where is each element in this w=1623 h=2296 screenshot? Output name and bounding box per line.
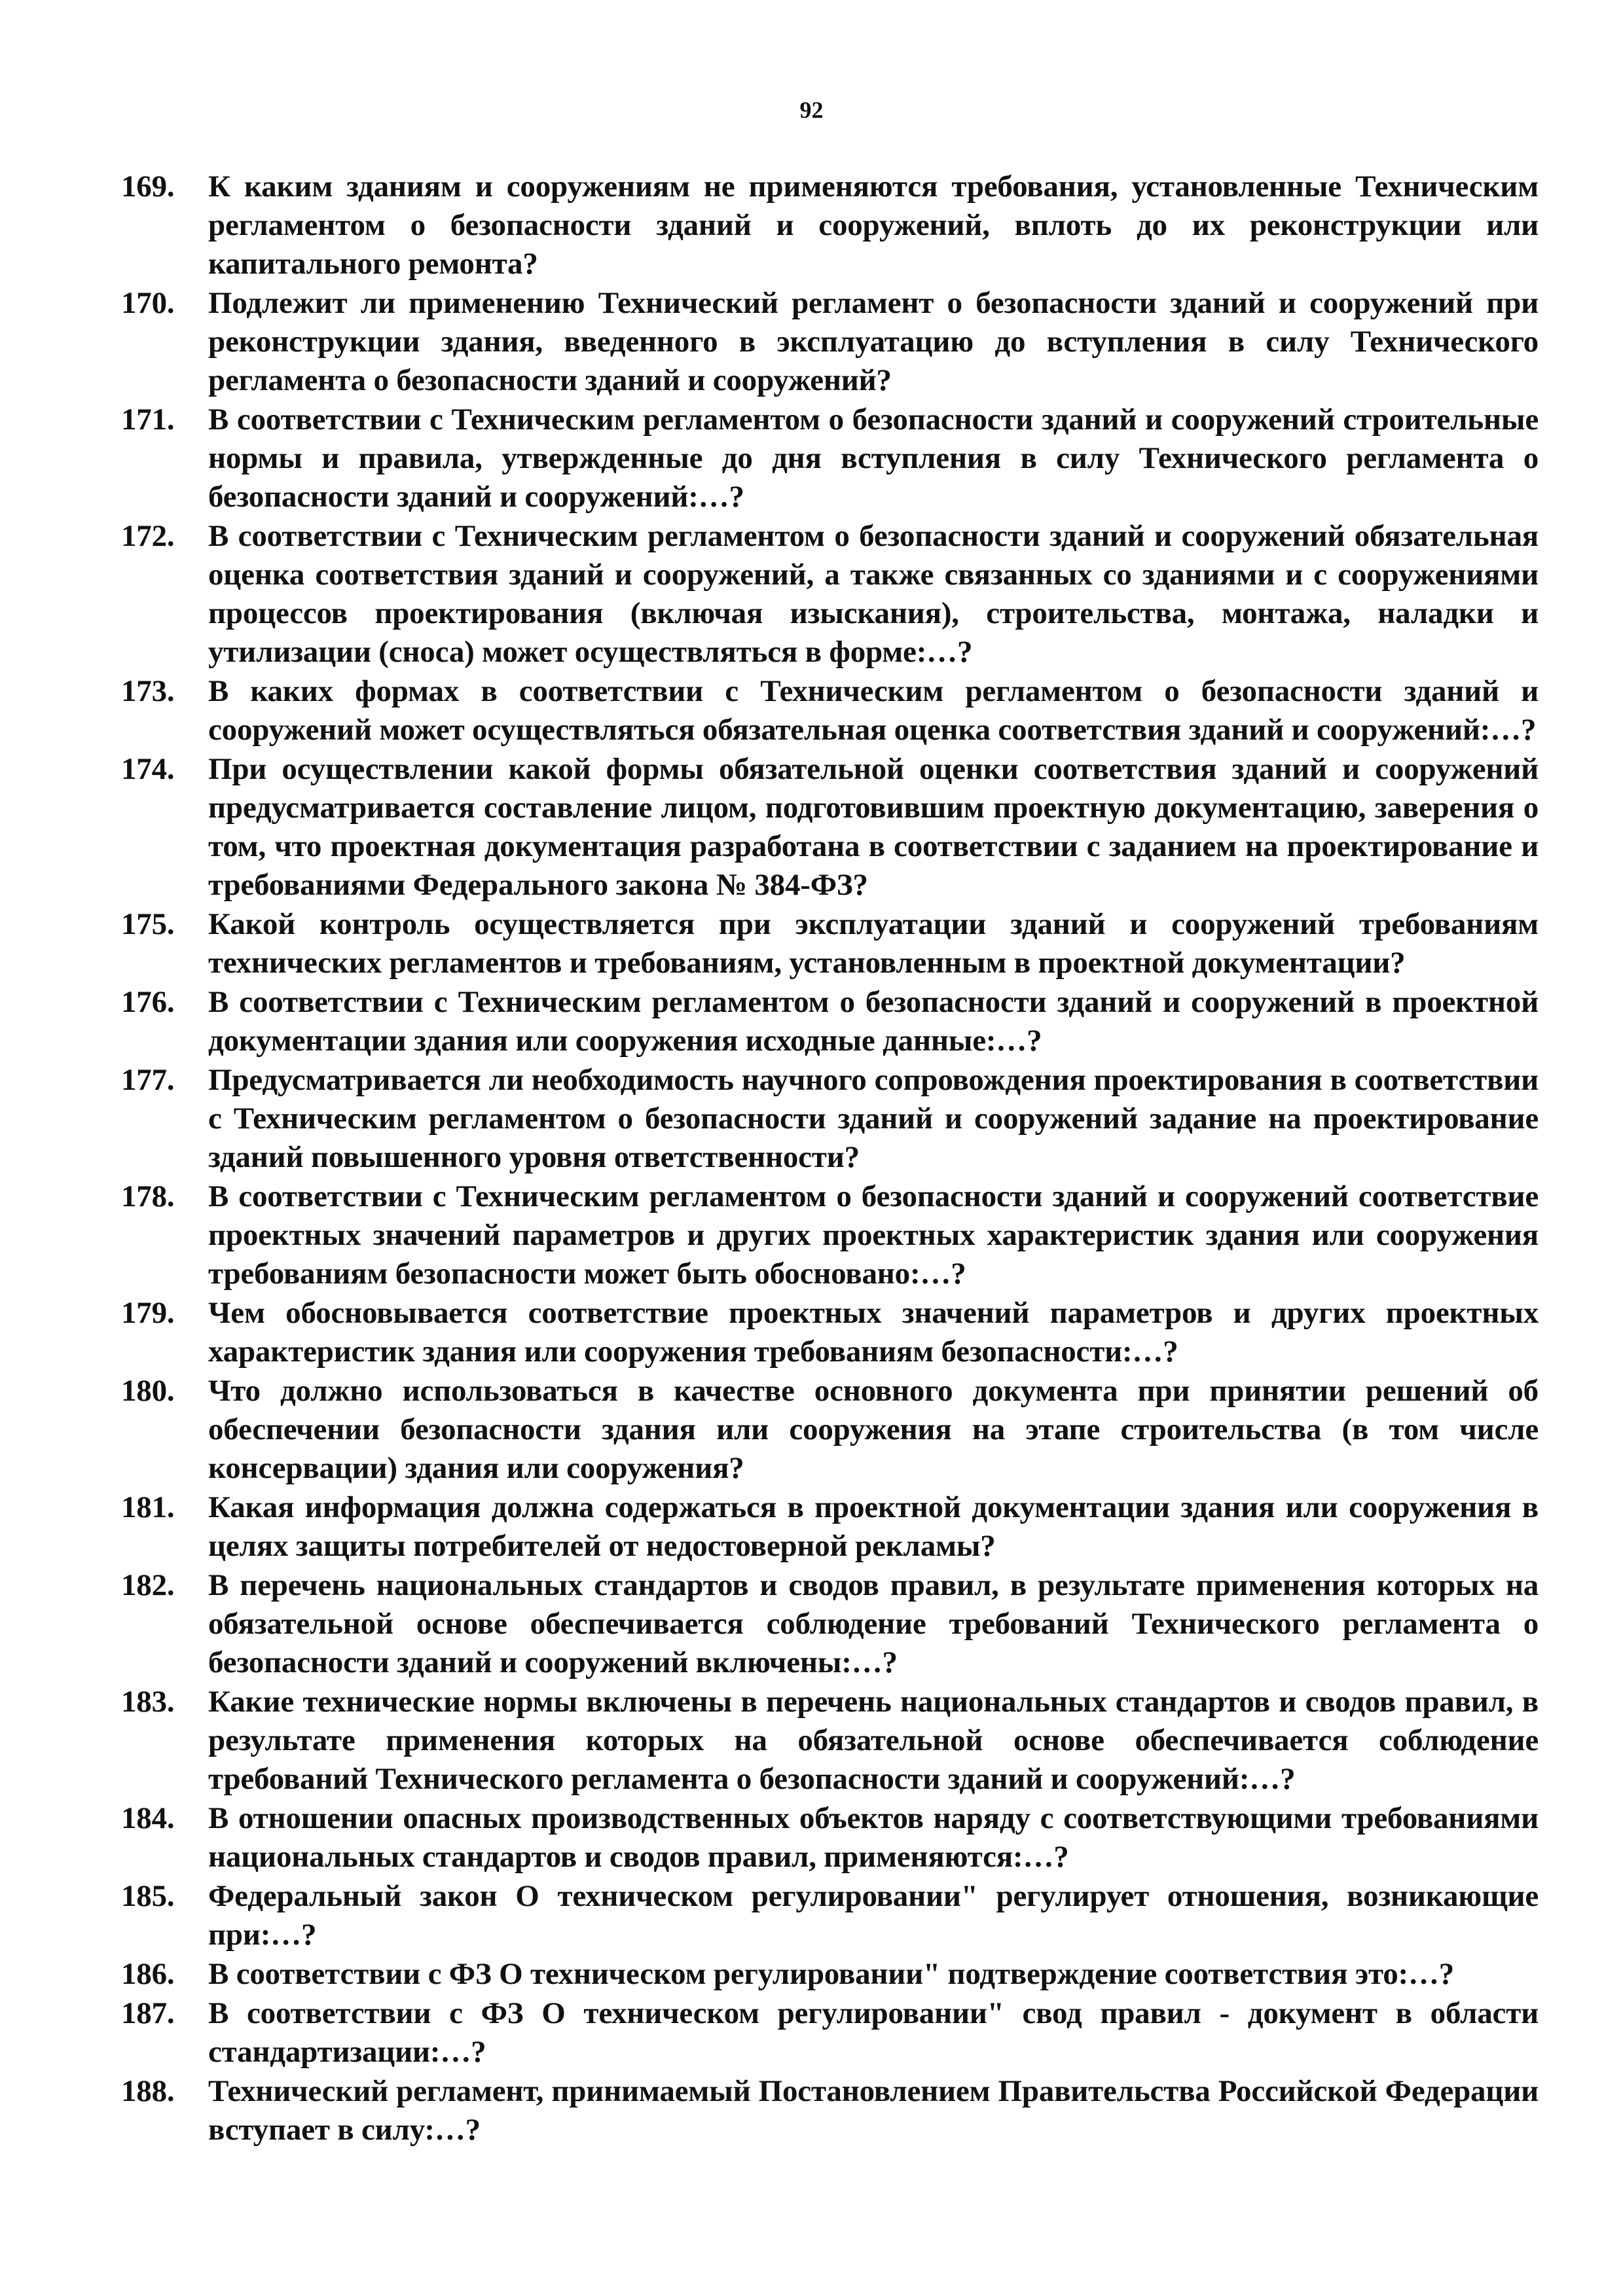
question-text: В соответствии с ФЗ О техническом регулировании" подтверждение соответствия это:…? xyxy=(208,1957,1455,1991)
question-item xyxy=(121,284,1539,400)
question-text: В соответствии с Техническим регламентом о безопасности зданий и сооружений соответствие проектных значений параметров и других проектных характеристик здания или сооружения требованиям безопасности может быть обосновано:…? xyxy=(208,1179,1539,1291)
question-item xyxy=(121,1177,1539,1293)
question-text: В отношении опасных производственных объектов наряду с соответствующими требованиями национальных стандартов и сводов правил, применяются:…? xyxy=(208,1801,1539,1874)
question-list xyxy=(121,168,1539,2150)
question-item xyxy=(121,1061,1539,1177)
question-item xyxy=(121,517,1539,672)
question-number: 175. xyxy=(121,907,175,941)
question-item xyxy=(121,1683,1539,1799)
question-item xyxy=(121,1372,1539,1488)
question-item xyxy=(121,1488,1539,1566)
question-number: 184. xyxy=(121,1801,175,1835)
question-text: В перечень национальных стандартов и сводов правил, в результате применения которых на обязательной основе обеспечивается соблюдение требований Технического регламента о безопасности зданий и сооружений включены:…? xyxy=(208,1568,1539,1679)
question-item xyxy=(121,672,1539,749)
question-number: 173. xyxy=(121,674,175,708)
question-text: Подлежит ли применению Технический регламент о безопасности зданий и сооружений при реконструкции здания, введенного в эксплуатацию до вступления в силу Технического регламента о безопасности зданий и сооружений? xyxy=(208,286,1539,397)
question-item xyxy=(121,1994,1539,2072)
question-item xyxy=(121,750,1539,905)
question-text: При осуществлении какой формы обязательной оценки соответствия зданий и сооружений предусматривается составление лицом, подготовившим проектную документацию, заверения о том, что проектная документация разработана в соответствии с заданием на проектирование и требованиями Федерального закона № 384-ФЗ? xyxy=(208,752,1539,902)
question-number: 170. xyxy=(121,286,175,320)
question-item xyxy=(121,1294,1539,1371)
question-number: 181. xyxy=(121,1490,175,1524)
question-number: 185. xyxy=(121,1879,175,1913)
question-number: 169. xyxy=(121,170,175,204)
question-text: К каким зданиям и сооружениям не применяются требования, установленные Техническим регламентом о безопасности зданий и сооружений, вплоть до их реконструкции или капитального ремонта? xyxy=(208,170,1539,281)
question-text: Предусматривается ли необходимость научного сопровождения проектирования в соответствии с Техническим регламентом о безопасности зданий и сооружений задание на проектирование зданий повышенного уровня ответственности? xyxy=(208,1063,1539,1174)
question-text: В соответствии с Техническим регламентом о безопасности зданий и сооружений обязательная оценка соответствия зданий и сооружений, а также связанных со зданиями и с сооружениями процессов проектирования (включая изыскания), строительства, монтажа, наладки и утилизации (сноса) может осуществляться в форме:…? xyxy=(208,519,1539,669)
question-item xyxy=(121,905,1539,982)
question-number: 180. xyxy=(121,1374,175,1408)
question-text: Какие технические нормы включены в перечень национальных стандартов и сводов правил, в результате применения которых на обязательной основе обеспечивается соблюдение требований Технического регламента о безопасности зданий и сооружений:…? xyxy=(208,1685,1539,1796)
question-item xyxy=(121,168,1539,283)
question-item xyxy=(121,983,1539,1060)
question-number: 186. xyxy=(121,1957,175,1991)
question-text: Что должно использоваться в качестве основного документа при принятии решений об обеспечении безопасности здания или сооружения на этапе строительства (в том числе консервации) здания или сооружения? xyxy=(208,1374,1539,1485)
question-text: Технический регламент, принимаемый Постановлением Правительства Российской Федерации вступает в силу:…? xyxy=(208,2074,1539,2147)
question-text: В соответствии с Техническим регламентом о безопасности зданий и сооружений в проектной документации здания или сооружения исходные данные:…? xyxy=(208,985,1539,1058)
question-number: 172. xyxy=(121,519,175,553)
question-item xyxy=(121,1877,1539,1954)
question-item xyxy=(121,2072,1539,2149)
question-number: 187. xyxy=(121,1996,175,2030)
question-text: В соответствии с Техническим регламентом о безопасности зданий и сооружений строительные нормы и правила, утвержденные до дня вступления в силу Технического регламента о безопасности зданий и сооружений:…? xyxy=(208,403,1539,514)
question-number: 171. xyxy=(121,403,175,437)
question-text: Какая информация должна содержаться в проектной документации здания или сооружения в целях защиты потребителей от недостоверной рекламы? xyxy=(208,1490,1539,1563)
question-number: 174. xyxy=(121,752,175,786)
question-item xyxy=(121,1566,1539,1682)
question-text: Федеральный закон О техническом регулировании" регулирует отношения, возникающие при:…? xyxy=(208,1879,1539,1952)
question-number: 182. xyxy=(121,1568,175,1602)
page-number: 92 xyxy=(799,97,824,123)
question-number: 178. xyxy=(121,1179,175,1213)
question-number: 183. xyxy=(121,1685,175,1719)
question-number: 177. xyxy=(121,1063,175,1097)
question-text: В каких формах в соответствии с Техническим регламентом о безопасности зданий и сооружений может осуществляться обязательная оценка соответствия зданий и сооружений:…? xyxy=(208,674,1539,747)
question-text: Чем обосновывается соответствие проектных значений параметров и других проектных характеристик здания или сооружения требованиям безопасности:…? xyxy=(208,1296,1539,1369)
question-item xyxy=(121,401,1539,516)
question-item xyxy=(121,1799,1539,1876)
question-number: 176. xyxy=(121,985,175,1019)
question-number: 188. xyxy=(121,2074,175,2108)
question-number: 179. xyxy=(121,1296,175,1330)
question-item xyxy=(121,1955,1539,1994)
question-text: Какой контроль осуществляется при эксплуатации зданий и сооружений требованиям технических регламентов и требованиям, установленным в проектной документации? xyxy=(208,907,1539,980)
question-text: В соответствии с ФЗ О техническом регулировании" свод правил - документ в области стандартизации:…? xyxy=(208,1996,1539,2069)
